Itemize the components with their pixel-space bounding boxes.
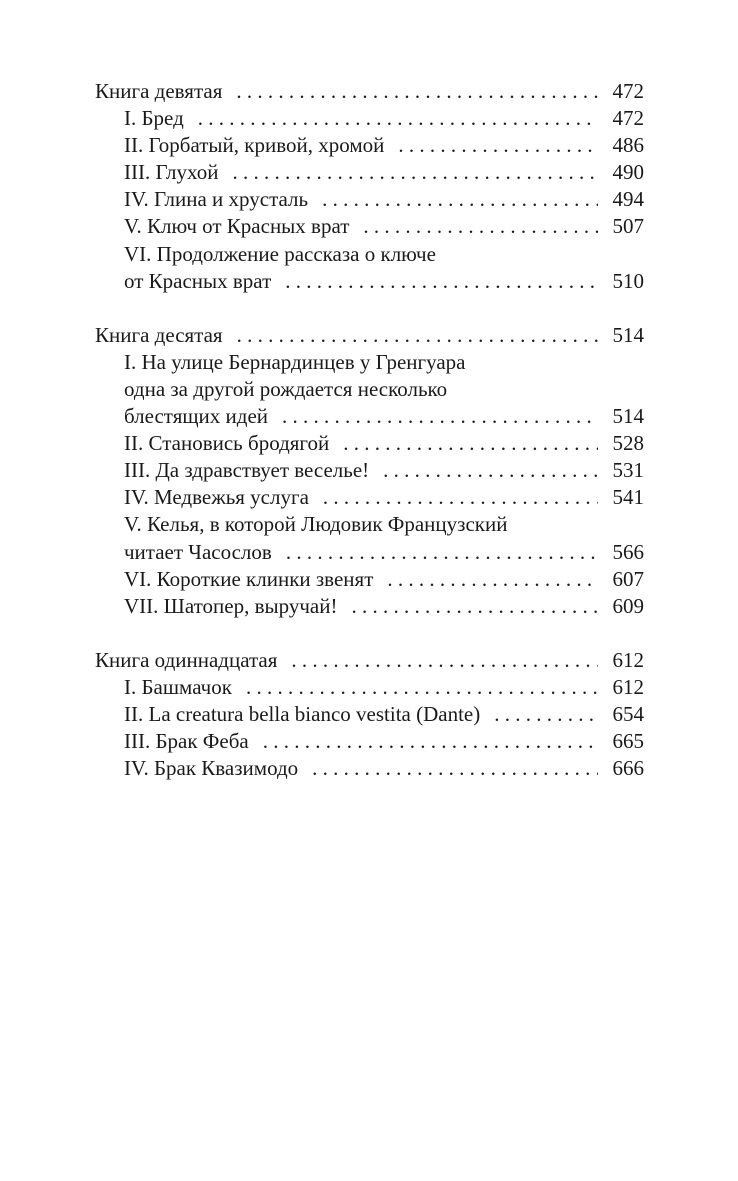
chapter-entry[interactable]: [95, 349, 644, 430]
chapter-title: III. Брак Феба: [124, 729, 249, 754]
page-number: 494: [612, 187, 644, 212]
chapter-entry[interactable]: [95, 566, 644, 593]
chapter-title-line: блестящих идей: [124, 404, 269, 429]
leader-dots: [236, 78, 598, 105]
chapter-title: VII. Шатопер, выручай!: [124, 593, 338, 618]
chapter-title: II. Становись бродягой: [124, 431, 330, 456]
book-section-eleven: [95, 647, 644, 782]
page-number: 531: [612, 458, 644, 483]
leader-dots: [351, 593, 598, 620]
chapter-entry[interactable]: [95, 457, 644, 484]
chapter-title: II. Горбатый, кривой, хромой: [124, 133, 385, 158]
chapter-title: III. Да здравствует веселье!: [124, 458, 370, 483]
page-number: 486: [612, 133, 644, 158]
chapter-title-line: читает Часослов: [124, 539, 272, 564]
chapter-entry[interactable]: [95, 430, 644, 457]
chapter-title: II. La creatura bella bianco vestita (Dante): [124, 701, 481, 726]
book-entry[interactable]: [95, 322, 644, 349]
page-number: 609: [612, 593, 644, 618]
chapter-title: I. Башмачок: [124, 674, 232, 699]
chapter-title: V. Ключ от Красных врат: [124, 214, 350, 239]
chapter-title: IV. Глина и хрусталь: [124, 187, 309, 212]
book-entry[interactable]: [95, 647, 644, 674]
page-number: 654: [612, 701, 644, 726]
chapter-title-line: VI. Продолжение рассказа о ключе: [124, 241, 436, 266]
leader-dots: [312, 755, 598, 782]
page-number: 507: [612, 214, 644, 239]
book-entry[interactable]: [95, 78, 644, 105]
chapter-title-line: I. На улице Бернардинцев у Гренгуара: [124, 349, 466, 374]
chapter-title-line: одна за другой рождается несколько: [124, 376, 448, 401]
leader-dots: [285, 268, 598, 295]
page-number: 472: [612, 79, 644, 103]
leader-dots: [286, 539, 598, 566]
chapter-entry[interactable]: [95, 213, 644, 240]
chapter-entry[interactable]: [95, 593, 644, 620]
leader-dots: [237, 322, 598, 349]
chapter-entry[interactable]: [95, 105, 644, 132]
leader-dots: [282, 403, 598, 430]
leader-dots: [363, 213, 598, 240]
page-number: 612: [612, 647, 644, 672]
book-title: Книга десятая: [95, 322, 223, 347]
page-number: 566: [612, 539, 644, 564]
chapter-title-line: V. Келья, в которой Людовик Французский: [124, 512, 508, 537]
page-number: 510: [612, 268, 644, 293]
leader-dots: [198, 105, 598, 132]
chapter-title: III. Глухой: [124, 160, 219, 185]
chapter-entry[interactable]: [95, 159, 644, 186]
chapter-entry[interactable]: [95, 674, 644, 701]
chapter-entry[interactable]: [95, 484, 644, 511]
page-number: 490: [612, 160, 644, 185]
page-number: 607: [612, 566, 644, 591]
table-of-contents: [95, 78, 644, 809]
page-number: 665: [612, 729, 644, 754]
chapter-entry[interactable]: [95, 701, 644, 728]
page-number: 528: [612, 431, 644, 456]
page-number: 666: [612, 756, 644, 781]
book-title: Книга одиннадцатая: [95, 647, 278, 672]
page-number: 514: [612, 404, 644, 429]
book-title: Книга девятая: [95, 79, 223, 103]
chapter-entry[interactable]: [95, 186, 644, 213]
chapter-title: VI. Короткие клинки звенят: [124, 566, 374, 591]
chapter-title: IV. Медвежья услуга: [124, 485, 309, 510]
leader-dots: [494, 701, 598, 728]
chapter-title: IV. Брак Квазимодо: [124, 756, 299, 781]
leader-dots: [322, 186, 598, 213]
page-number: 514: [612, 322, 644, 347]
page-number: 541: [612, 485, 644, 510]
leader-dots: [291, 647, 598, 674]
page-number: 612: [612, 674, 644, 699]
chapter-entry[interactable]: [95, 511, 644, 565]
leader-dots: [398, 132, 598, 159]
leader-dots: [232, 159, 598, 186]
chapter-entry[interactable]: [95, 132, 644, 159]
chapter-entry[interactable]: [95, 241, 644, 295]
leader-dots: [343, 430, 598, 457]
leader-dots: [323, 484, 598, 511]
book-section-ten: [95, 322, 644, 620]
leader-dots: [246, 674, 598, 701]
chapter-title-line: от Красных врат: [124, 268, 272, 293]
chapter-title: I. Бред: [124, 106, 184, 131]
leader-dots: [387, 566, 598, 593]
chapter-entry[interactable]: [95, 755, 644, 782]
chapter-entry[interactable]: [95, 728, 644, 755]
leader-dots: [383, 457, 598, 484]
page-number: 472: [612, 106, 644, 131]
leader-dots: [263, 728, 598, 755]
book-section-nine: [95, 78, 644, 295]
